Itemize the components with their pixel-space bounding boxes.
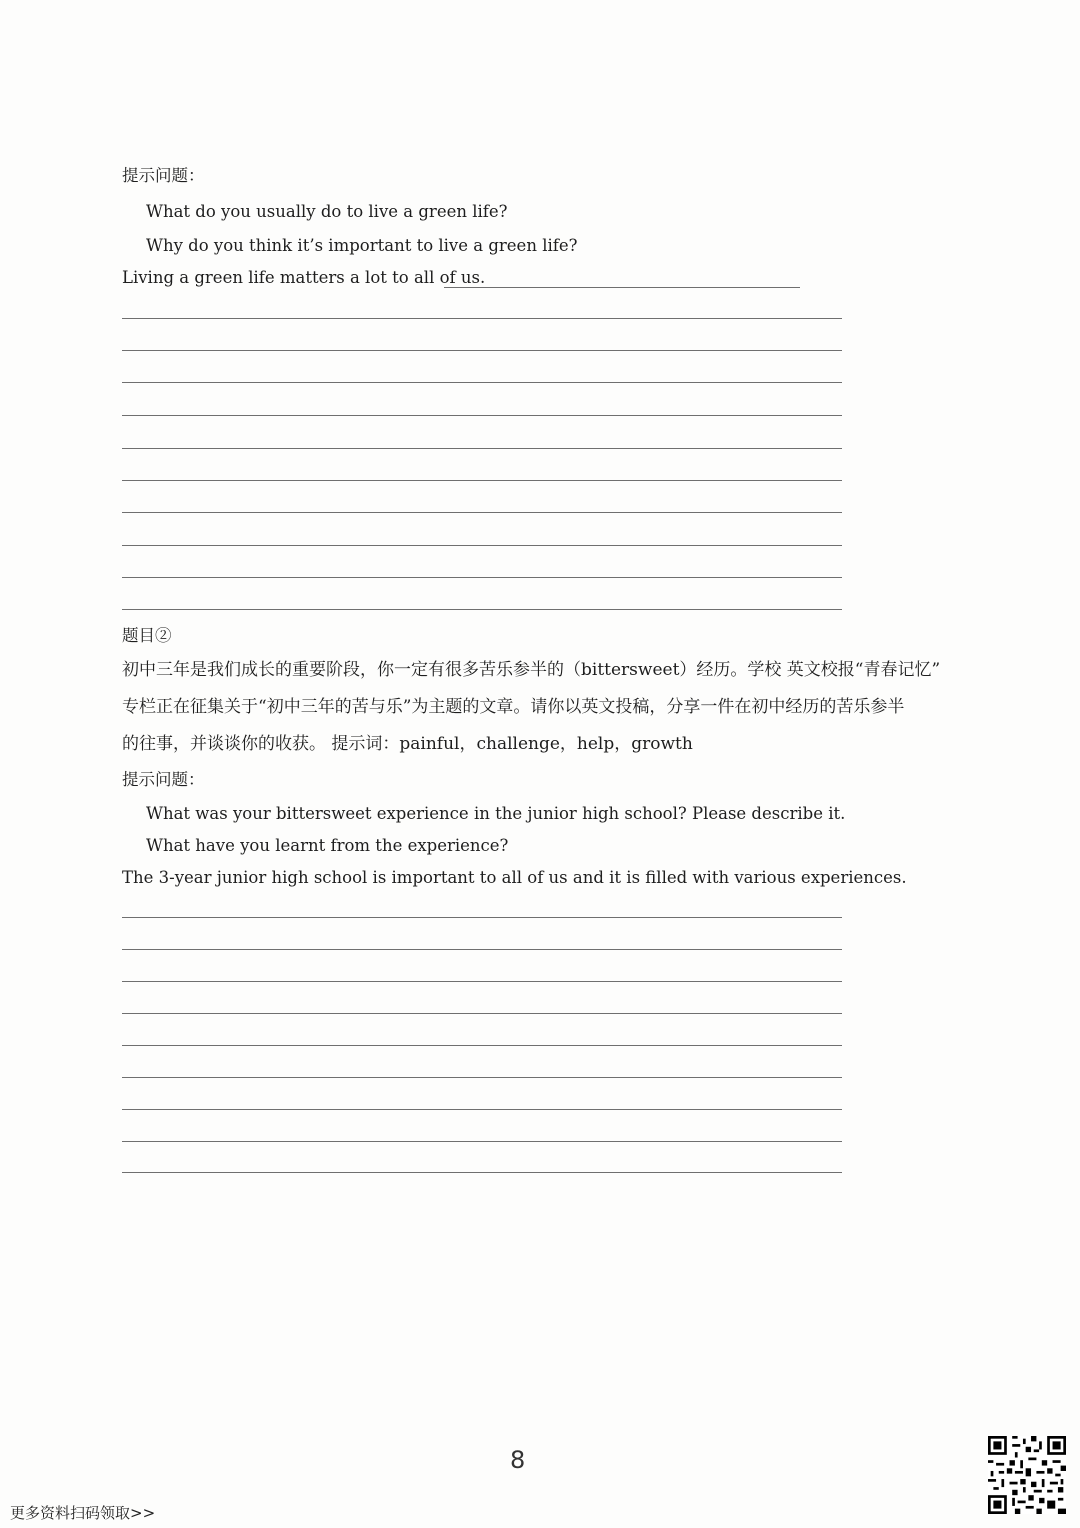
hint-question-1b: Why do you think it’s important to live a green life? (146, 236, 578, 255)
writing-line[interactable] (122, 448, 842, 449)
essay-opening-2: The 3-year junior high school is important to all of us and it is filled with various experiences. (122, 868, 907, 887)
writing-line[interactable] (122, 949, 842, 950)
writing-line[interactable] (122, 382, 842, 383)
writing-line[interactable] (122, 545, 842, 546)
prompt-line-1: 初中三年是我们成长的重要阶段，你一定有很多苦乐参半的（bittersweet）经历。学校 英文校报“青春记忆” (122, 660, 941, 680)
writing-line[interactable] (122, 1013, 842, 1014)
hint-heading-2: 提示问题： (122, 770, 205, 789)
writing-line[interactable] (122, 1172, 842, 1173)
writing-line[interactable] (122, 480, 842, 481)
writing-line[interactable] (122, 318, 842, 319)
writing-line[interactable] (122, 577, 842, 578)
footer-link[interactable]: 更多资料扫码领取>> (10, 1504, 156, 1522)
writing-line[interactable] (122, 415, 842, 416)
writing-line[interactable] (122, 1141, 842, 1142)
hint-question-2b: What have you learnt from the experience? (146, 836, 509, 855)
writing-line[interactable] (122, 1077, 842, 1078)
prompt-line-3: 的往事，并谈谈你的收获。 提示词：painful，challenge，help，growth (122, 734, 693, 754)
writing-line[interactable] (122, 1109, 842, 1110)
writing-line[interactable] (444, 287, 800, 288)
writing-line[interactable] (122, 917, 842, 918)
page-number: 8 (510, 1446, 526, 1474)
writing-line[interactable] (122, 1045, 842, 1046)
hint-heading-1: 提示问题： (122, 166, 205, 185)
writing-line[interactable] (122, 981, 842, 982)
essay-opening-1: Living a green life matters a lot to all of us. (122, 268, 486, 287)
hint-question-1a: What do you usually do to live a green life? (146, 202, 508, 221)
qr-code-icon[interactable] (988, 1436, 1066, 1514)
writing-line[interactable] (122, 609, 842, 610)
question-title-2: 题目② (122, 626, 172, 645)
hint-question-2a: What was your bittersweet experience in the junior high school? Please describe it. (146, 804, 846, 823)
writing-line[interactable] (122, 350, 842, 351)
writing-line[interactable] (122, 512, 842, 513)
prompt-line-2: 专栏正在征集关于“初中三年的苦与乐”为主题的文章。请你以英文投稿，分享一件在初中经历的苦乐参半 (122, 697, 905, 717)
